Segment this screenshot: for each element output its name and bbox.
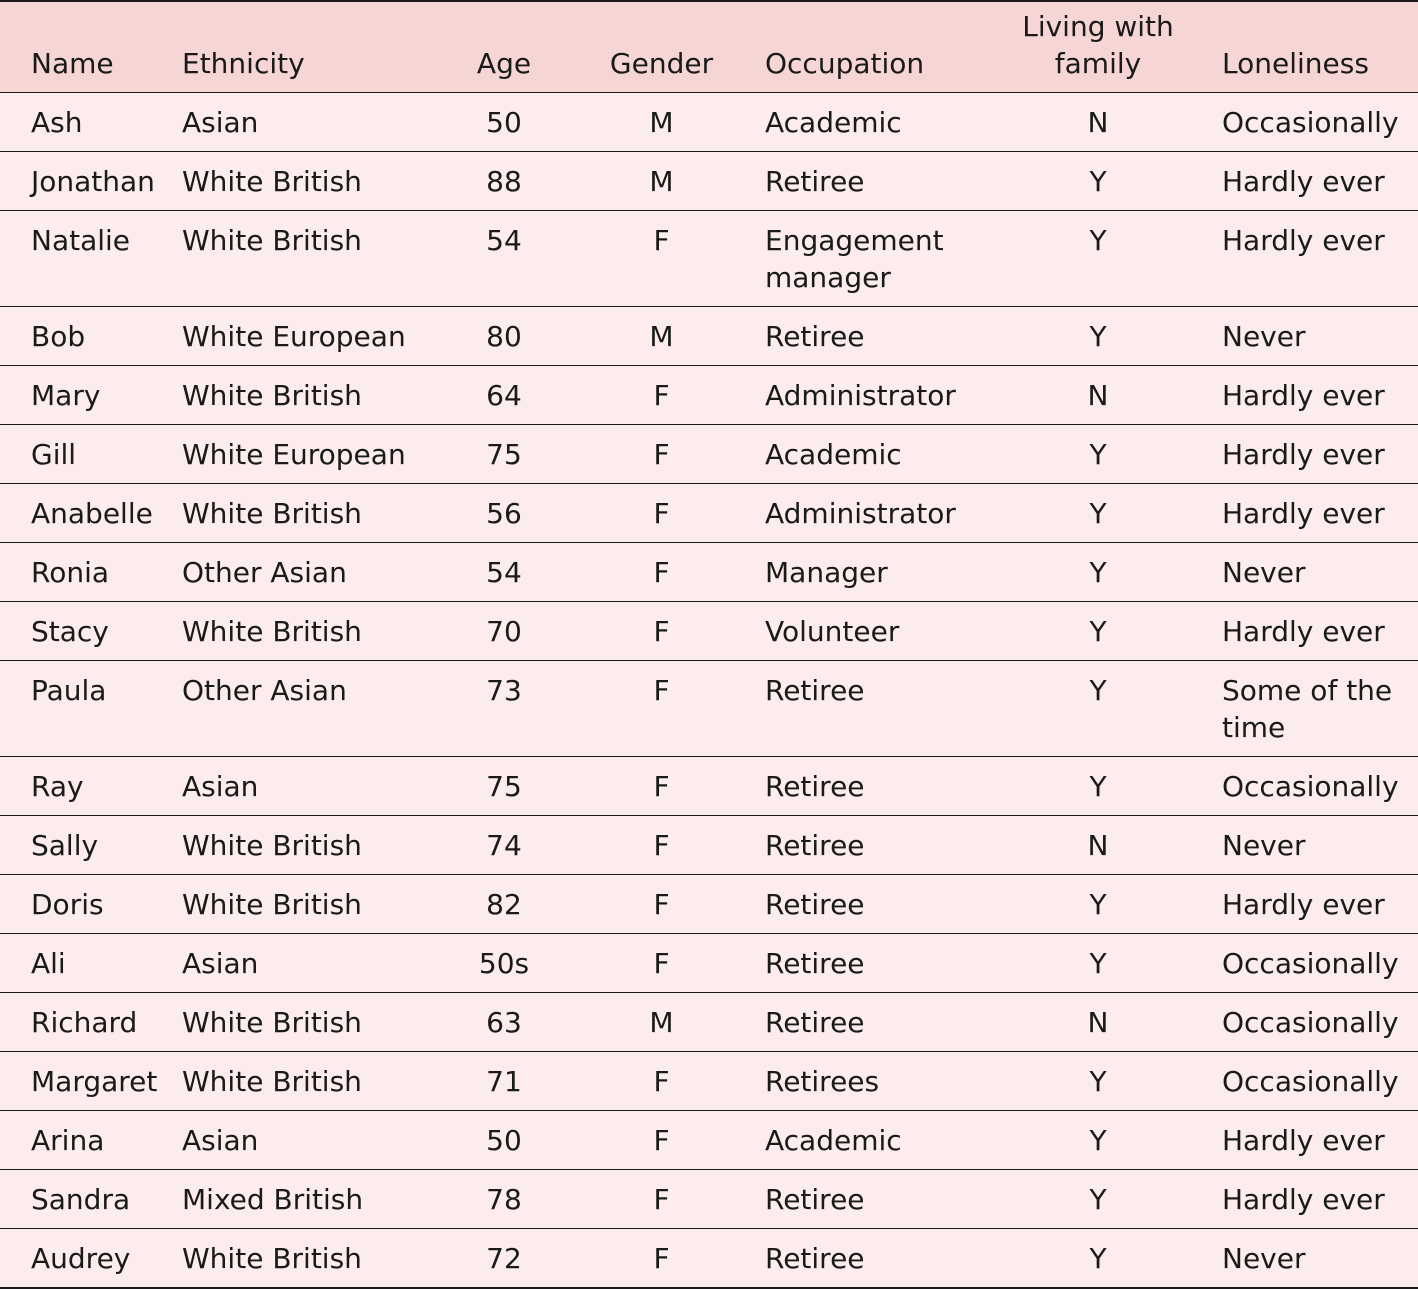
cell-loneliness: Some of the time bbox=[1222, 660, 1418, 756]
cell-living-with-family: Y bbox=[982, 210, 1222, 306]
cell-name: Sandra bbox=[0, 1169, 182, 1228]
cell-occupation: Manager bbox=[765, 542, 982, 601]
cell-name: Natalie bbox=[0, 210, 182, 306]
cell-ethnicity: White British bbox=[182, 601, 450, 660]
cell-gender: F bbox=[566, 660, 765, 756]
table-row bbox=[0, 660, 1418, 756]
cell-gender: F bbox=[566, 1110, 765, 1169]
header-ethnicity: Ethnicity bbox=[182, 1, 450, 92]
cell-ethnicity: Asian bbox=[182, 933, 450, 992]
cell-name: Gill bbox=[0, 424, 182, 483]
table-row bbox=[0, 1228, 1418, 1288]
table-row bbox=[0, 1110, 1418, 1169]
cell-name: Ali bbox=[0, 933, 182, 992]
cell-ethnicity: White British bbox=[182, 151, 450, 210]
cell-gender: M bbox=[566, 992, 765, 1051]
cell-occupation: Retiree bbox=[765, 874, 982, 933]
cell-living-with-family: Y bbox=[982, 756, 1222, 815]
table-row bbox=[0, 815, 1418, 874]
cell-living-with-family: Y bbox=[982, 542, 1222, 601]
cell-occupation: Retiree bbox=[765, 933, 982, 992]
cell-name: Ray bbox=[0, 756, 182, 815]
cell-name: Stacy bbox=[0, 601, 182, 660]
cell-age: 73 bbox=[450, 660, 566, 756]
cell-ethnicity: White British bbox=[182, 874, 450, 933]
table-header bbox=[0, 1, 1418, 92]
cell-ethnicity: White British bbox=[182, 1051, 450, 1110]
header-loneliness: Loneliness bbox=[1222, 1, 1418, 92]
header-age: Age bbox=[450, 1, 566, 92]
cell-occupation: Administrator bbox=[765, 483, 982, 542]
cell-name: Richard bbox=[0, 992, 182, 1051]
cell-gender: M bbox=[566, 92, 765, 151]
cell-loneliness: Never bbox=[1222, 542, 1418, 601]
cell-living-with-family: Y bbox=[982, 660, 1222, 756]
cell-living-with-family: Y bbox=[982, 483, 1222, 542]
cell-ethnicity: White British bbox=[182, 992, 450, 1051]
cell-loneliness: Hardly ever bbox=[1222, 601, 1418, 660]
cell-living-with-family: Y bbox=[982, 1051, 1222, 1110]
cell-loneliness: Hardly ever bbox=[1222, 210, 1418, 306]
cell-age: 74 bbox=[450, 815, 566, 874]
cell-occupation: Administrator bbox=[765, 365, 982, 424]
cell-living-with-family: N bbox=[982, 92, 1222, 151]
cell-ethnicity: Asian bbox=[182, 756, 450, 815]
table-row bbox=[0, 210, 1418, 306]
cell-age: 63 bbox=[450, 992, 566, 1051]
cell-loneliness: Hardly ever bbox=[1222, 483, 1418, 542]
cell-loneliness: Occasionally bbox=[1222, 756, 1418, 815]
cell-ethnicity: Asian bbox=[182, 92, 450, 151]
cell-gender: F bbox=[566, 1169, 765, 1228]
cell-occupation: Academic bbox=[765, 1110, 982, 1169]
cell-name: Margaret bbox=[0, 1051, 182, 1110]
cell-name: Jonathan bbox=[0, 151, 182, 210]
cell-age: 88 bbox=[450, 151, 566, 210]
cell-occupation: Retiree bbox=[765, 151, 982, 210]
cell-ethnicity: White British bbox=[182, 1228, 450, 1288]
cell-name: Ash bbox=[0, 92, 182, 151]
cell-loneliness: Hardly ever bbox=[1222, 874, 1418, 933]
cell-loneliness: Hardly ever bbox=[1222, 365, 1418, 424]
cell-ethnicity: Other Asian bbox=[182, 542, 450, 601]
cell-age: 72 bbox=[450, 1228, 566, 1288]
table-row bbox=[0, 992, 1418, 1051]
cell-age: 64 bbox=[450, 365, 566, 424]
cell-living-with-family: Y bbox=[982, 1169, 1222, 1228]
cell-occupation: Retiree bbox=[765, 306, 982, 365]
cell-loneliness: Occasionally bbox=[1222, 933, 1418, 992]
header-living-line2: family bbox=[1054, 46, 1142, 80]
cell-age: 50s bbox=[450, 933, 566, 992]
cell-age: 54 bbox=[450, 542, 566, 601]
table-row bbox=[0, 542, 1418, 601]
cell-age: 70 bbox=[450, 601, 566, 660]
table-row bbox=[0, 424, 1418, 483]
cell-name: Sally bbox=[0, 815, 182, 874]
cell-occupation: Retiree bbox=[765, 815, 982, 874]
cell-living-with-family: Y bbox=[982, 306, 1222, 365]
cell-gender: F bbox=[566, 1228, 765, 1288]
cell-living-with-family: Y bbox=[982, 933, 1222, 992]
cell-name: Doris bbox=[0, 874, 182, 933]
cell-occupation: Retiree bbox=[765, 660, 982, 756]
cell-age: 50 bbox=[450, 1110, 566, 1169]
table-row bbox=[0, 483, 1418, 542]
cell-occupation: Retiree bbox=[765, 1169, 982, 1228]
cell-living-with-family: Y bbox=[982, 874, 1222, 933]
cell-living-with-family: N bbox=[982, 815, 1222, 874]
cell-ethnicity: White British bbox=[182, 815, 450, 874]
cell-loneliness: Hardly ever bbox=[1222, 1169, 1418, 1228]
cell-gender: F bbox=[566, 483, 765, 542]
table-body bbox=[0, 92, 1418, 1288]
cell-age: 80 bbox=[450, 306, 566, 365]
cell-name: Mary bbox=[0, 365, 182, 424]
cell-occupation: Retiree bbox=[765, 756, 982, 815]
cell-name: Bob bbox=[0, 306, 182, 365]
cell-loneliness: Occasionally bbox=[1222, 1051, 1418, 1110]
header-gender: Gender bbox=[566, 1, 765, 92]
cell-occupation: Academic bbox=[765, 424, 982, 483]
cell-living-with-family: Y bbox=[982, 1110, 1222, 1169]
table-row bbox=[0, 1169, 1418, 1228]
table-row bbox=[0, 601, 1418, 660]
cell-gender: F bbox=[566, 365, 765, 424]
header-living-with-family bbox=[982, 1, 1222, 92]
table-row bbox=[0, 365, 1418, 424]
cell-living-with-family: Y bbox=[982, 1228, 1222, 1288]
cell-ethnicity: Asian bbox=[182, 1110, 450, 1169]
cell-loneliness: Hardly ever bbox=[1222, 1110, 1418, 1169]
cell-loneliness: Never bbox=[1222, 1228, 1418, 1288]
cell-occupation: Retiree bbox=[765, 1228, 982, 1288]
cell-loneliness: Never bbox=[1222, 815, 1418, 874]
cell-gender: F bbox=[566, 424, 765, 483]
cell-loneliness: Hardly ever bbox=[1222, 424, 1418, 483]
cell-ethnicity: Other Asian bbox=[182, 660, 450, 756]
cell-living-with-family: N bbox=[982, 992, 1222, 1051]
header-name: Name bbox=[0, 1, 182, 92]
cell-occupation: Retiree bbox=[765, 992, 982, 1051]
cell-ethnicity: White European bbox=[182, 424, 450, 483]
cell-living-with-family: Y bbox=[982, 424, 1222, 483]
cell-loneliness: Hardly ever bbox=[1222, 151, 1418, 210]
cell-occupation: Engagement manager bbox=[765, 210, 982, 306]
cell-living-with-family: Y bbox=[982, 151, 1222, 210]
cell-age: 50 bbox=[450, 92, 566, 151]
cell-ethnicity: White British bbox=[182, 365, 450, 424]
cell-age: 82 bbox=[450, 874, 566, 933]
cell-loneliness: Occasionally bbox=[1222, 992, 1418, 1051]
cell-age: 75 bbox=[450, 756, 566, 815]
cell-name: Arina bbox=[0, 1110, 182, 1169]
table-row bbox=[0, 1051, 1418, 1110]
cell-gender: F bbox=[566, 601, 765, 660]
cell-ethnicity: White British bbox=[182, 210, 450, 306]
cell-living-with-family: N bbox=[982, 365, 1222, 424]
table-row bbox=[0, 306, 1418, 365]
cell-age: 75 bbox=[450, 424, 566, 483]
cell-age: 78 bbox=[450, 1169, 566, 1228]
cell-occupation: Retirees bbox=[765, 1051, 982, 1110]
cell-name: Anabelle bbox=[0, 483, 182, 542]
cell-gender: F bbox=[566, 874, 765, 933]
cell-gender: F bbox=[566, 815, 765, 874]
header-living-line1: Living with bbox=[1022, 9, 1174, 43]
cell-gender: M bbox=[566, 306, 765, 365]
cell-gender: M bbox=[566, 151, 765, 210]
cell-loneliness: Occasionally bbox=[1222, 92, 1418, 151]
cell-gender: F bbox=[566, 756, 765, 815]
cell-occupation: Volunteer bbox=[765, 601, 982, 660]
cell-name: Ronia bbox=[0, 542, 182, 601]
cell-ethnicity: White British bbox=[182, 483, 450, 542]
cell-gender: F bbox=[566, 542, 765, 601]
cell-gender: F bbox=[566, 1051, 765, 1110]
cell-loneliness: Never bbox=[1222, 306, 1418, 365]
header-occupation: Occupation bbox=[765, 1, 982, 92]
cell-age: 54 bbox=[450, 210, 566, 306]
cell-living-with-family: Y bbox=[982, 601, 1222, 660]
header-row bbox=[0, 1, 1418, 92]
table-row bbox=[0, 92, 1418, 151]
cell-ethnicity: White European bbox=[182, 306, 450, 365]
cell-gender: F bbox=[566, 210, 765, 306]
table-row bbox=[0, 933, 1418, 992]
table-row bbox=[0, 151, 1418, 210]
cell-occupation: Academic bbox=[765, 92, 982, 151]
table-row bbox=[0, 756, 1418, 815]
cell-name: Audrey bbox=[0, 1228, 182, 1288]
table-row bbox=[0, 874, 1418, 933]
cell-age: 71 bbox=[450, 1051, 566, 1110]
cell-gender: F bbox=[566, 933, 765, 992]
cell-age: 56 bbox=[450, 483, 566, 542]
cell-ethnicity: Mixed British bbox=[182, 1169, 450, 1228]
cell-name: Paula bbox=[0, 660, 182, 756]
